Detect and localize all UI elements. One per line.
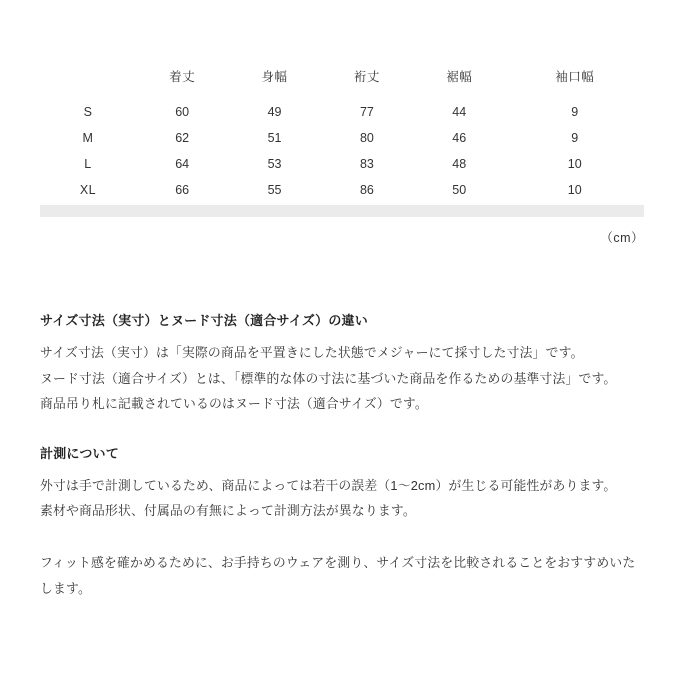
- note-line-definitions-3: 商品吊り札に記載されているのはヌード寸法（適合サイズ）です。: [40, 396, 428, 412]
- cell-xl-sodeguchihaba: 10: [567, 183, 582, 197]
- note-block-definitions: [40, 310, 646, 417]
- note-line-measurement-1: 外寸は手で計測しているため、商品によっては若干の誤差（1〜2cm）が生じる可能性があります。: [40, 477, 617, 493]
- row-header-l: L: [84, 157, 92, 171]
- column-header-sodeguchihaba: 袖口幅: [555, 70, 595, 84]
- table-row: [40, 99, 644, 125]
- size-table: [40, 60, 644, 203]
- table-bottom-rule: [40, 205, 644, 217]
- row-header-s: S: [83, 105, 93, 119]
- cell-s-susohaba: 44: [452, 105, 467, 119]
- cell-xl-susohaba: 50: [452, 183, 467, 197]
- header-row: [40, 60, 644, 99]
- note-line-measurement-2: 素材や商品形状、付属品の有無によって計測方法が異なります。: [40, 503, 416, 519]
- table-row: [40, 177, 644, 203]
- cell-l-yukitake: 83: [359, 157, 374, 171]
- cell-m-sodeguchihaba: 9: [571, 131, 579, 145]
- size-table-body: [40, 99, 644, 203]
- column-header-yukitake: 裄丈: [353, 70, 380, 84]
- table-row: [40, 151, 644, 177]
- row-header-m: M: [82, 131, 94, 145]
- note-line-definitions-2: ヌード寸法（適合サイズ）とは、「標準的な体の寸法に基づいた商品を作るための基準寸法」です。: [40, 370, 617, 386]
- cell-xl-mihaba: 55: [267, 183, 282, 197]
- cell-m-yukitake: 80: [359, 131, 374, 145]
- note-block-measurement: [40, 443, 646, 524]
- cell-l-mihaba: 53: [267, 157, 282, 171]
- cell-l-susohaba: 48: [452, 157, 467, 171]
- size-table-container: [40, 60, 644, 203]
- note-line-definitions-1: サイズ寸法（実寸）は「実際の商品を平置きにした状態でメジャーにて採寸した寸法」です。: [40, 345, 584, 360]
- column-header-katake: 着丈: [169, 70, 196, 84]
- note-title-definitions: サイズ寸法（実寸）とヌード寸法（適合サイズ）の違い: [40, 313, 368, 328]
- cell-m-mihaba: 51: [267, 131, 282, 145]
- cell-l-sodeguchihaba: 10: [567, 157, 582, 171]
- cell-xl-yukitake: 86: [359, 183, 374, 197]
- cell-m-katake: 62: [175, 131, 190, 145]
- closing-note: フィット感を確かめるために、お手持ちのウェアを測り、サイズ寸法を比較されることをおすすめいたします。: [40, 554, 636, 596]
- cell-s-katake: 60: [175, 105, 190, 119]
- size-table-header: [40, 60, 644, 99]
- row-header-xl: XL: [79, 183, 97, 197]
- cell-m-susohaba: 46: [452, 131, 467, 145]
- cell-s-mihaba: 49: [267, 105, 282, 119]
- cell-l-katake: 64: [175, 157, 190, 171]
- cell-s-yukitake: 77: [359, 105, 374, 119]
- column-header-mihaba: 身幅: [261, 70, 288, 84]
- cell-s-sodeguchihaba: 9: [571, 105, 579, 119]
- unit-label: （cm）: [600, 231, 644, 245]
- column-header-susohaba: 裾幅: [446, 70, 473, 84]
- cell-xl-katake: 66: [175, 183, 190, 197]
- table-corner-cell: [40, 60, 136, 99]
- table-row: [40, 125, 644, 151]
- notes-section: [40, 310, 646, 601]
- note-title-measurement: 計測について: [40, 445, 119, 461]
